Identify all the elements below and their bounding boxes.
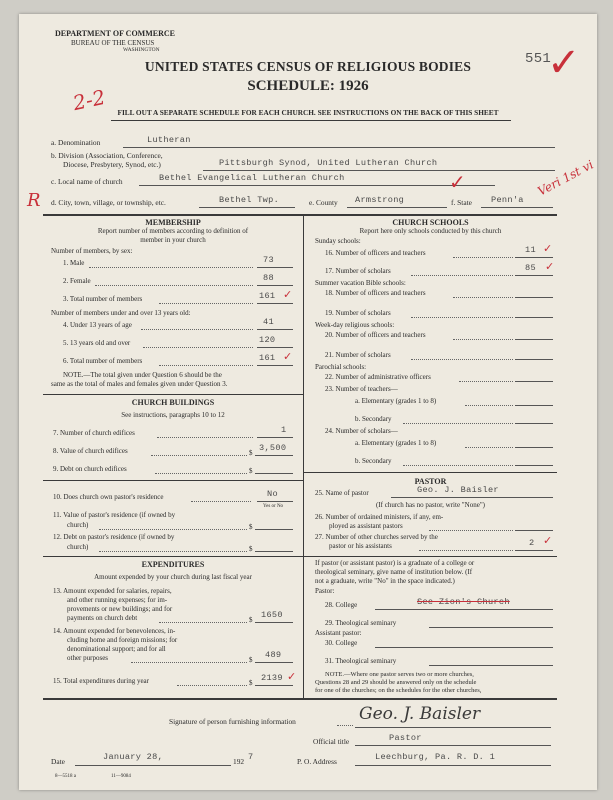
q10-value: No (267, 489, 278, 499)
department-label: DEPARTMENT OF COMMERCE (55, 29, 176, 38)
checkmark-icon: ✓ (545, 260, 555, 273)
q12-label: 12. Debt on pastor's residence (if owned by (53, 533, 175, 541)
q9-label: 9. Debt on church edifices (53, 465, 127, 473)
q26-line2: ployed as assistant pastors (329, 522, 403, 530)
date-value: January 28, (103, 752, 164, 762)
buildings-sub: See instructions, paragraphs 10 to 12 (121, 411, 225, 419)
schedule-number: 551 (525, 51, 552, 67)
q13-line2: and other running expenses; for im- (67, 596, 168, 604)
q4-value: 41 (263, 317, 274, 327)
city-line (199, 207, 295, 208)
q14-line2: cluding home and foreign missions; for (67, 636, 178, 644)
church-name-value: Bethel Evangelical Lutheran Church (159, 173, 345, 183)
q24b-label: b. Secondary (355, 457, 392, 465)
q4-label: 4. Under 13 years of age (63, 321, 132, 329)
q20-label: 20. Number of officers and teachers (325, 331, 426, 339)
q5-label: 5. 13 years old and over (63, 339, 131, 347)
denomination-label: a. Denomination (51, 138, 101, 147)
q1-label: 1. Male (63, 259, 85, 267)
q17-label: 17. Number of scholars (325, 267, 391, 275)
red-annotation: 2-2 (70, 84, 108, 116)
po-address-label: P. O. Address (297, 757, 337, 766)
membership-sub2: member in your church (140, 236, 206, 244)
q25-hint: (If church has no pastor, write "None") (375, 501, 486, 509)
checkmark-icon: ✓ (283, 288, 293, 301)
instructions-line: FILL OUT A SEPARATE SCHEDULE FOR EACH CHURCH. SEE INSTRUCTIONS ON THE BACK OF THIS SHEET (117, 108, 499, 117)
divider (111, 120, 511, 121)
q13-line3: provements or new buildings; and for (67, 605, 173, 613)
q13-line1: 13. Amount expended for salaries, repairs, (53, 587, 172, 595)
q19-label: 19. Number of scholars (325, 309, 391, 317)
year-prefix: 192 (233, 757, 245, 766)
q8-value: 3,500 (259, 443, 287, 453)
red-side-note: Veri 1st vi (535, 157, 596, 199)
schedule-title: SCHEDULE: 1926 (247, 78, 369, 94)
by-sex-label: Number of members, by sex: (51, 247, 133, 255)
q24a-label: a. Elementary (grades 1 to 8) (355, 439, 437, 447)
q3-value: 161 (259, 291, 276, 301)
state-value: Penn'a (491, 195, 524, 205)
membership-heading: MEMBERSHIP (145, 218, 201, 227)
q3-label: 3. Total number of members (63, 295, 143, 303)
dollar-sign: $ (249, 449, 253, 457)
county-line (347, 207, 447, 208)
state-line (481, 207, 553, 208)
q18-label: 18. Number of officers and teachers (325, 289, 426, 297)
q21-label: 21. Number of scholars (325, 351, 391, 359)
dollar-sign: $ (249, 467, 253, 475)
column-divider (303, 214, 304, 698)
official-title-label: Official title (313, 737, 350, 746)
q13-line4: payments on church debt (67, 614, 138, 622)
pastor-note3: for one of the churches; on the schedules for the other churches, (315, 687, 482, 694)
q5-value: 120 (259, 335, 276, 345)
q15-value: 2139 (261, 673, 283, 683)
dollar-sign: $ (249, 656, 253, 664)
weekday-label: Week-day religious schools: (315, 321, 395, 329)
q2-label: 2. Female (63, 277, 91, 285)
schools-heading: CHURCH SCHOOLS (392, 218, 469, 227)
denomination-value: Lutheran (147, 135, 191, 145)
q14-value: 489 (265, 650, 282, 660)
church-name-line (139, 185, 495, 186)
q28-label: 28. College (325, 601, 358, 609)
county-value: Armstrong (355, 195, 405, 205)
q15-label: 15. Total expenditures during year (53, 677, 149, 685)
q11-label-cont: church) (67, 521, 89, 529)
division-value: Pittsburgh Synod, United Lutheran Church (219, 158, 438, 168)
dollar-sign: $ (249, 545, 253, 553)
q25-value: Geo. J. Baisler (417, 485, 499, 495)
q12-label-cont: church) (67, 543, 89, 551)
q2-value: 88 (263, 273, 274, 283)
q28-value: See Zion's Church (417, 597, 510, 607)
assistant-subheading: Assistant pastor: (315, 629, 362, 637)
official-title-value: Pastor (389, 733, 422, 743)
q6-label: 6. Total number of members (63, 357, 143, 365)
q16-value: 11 (525, 245, 536, 255)
q23b-label: b. Secondary (355, 415, 392, 423)
q14-line1: 14. Amount expended for benevolences, in- (53, 627, 176, 635)
q27-line1: 27. Number of other churches served by the (315, 533, 438, 541)
sunday-label: Sunday schools: (315, 237, 361, 245)
checkmark-icon: ✓ (287, 670, 297, 683)
grad-line3: not a graduate, write "No" in the space indicated.) (315, 577, 455, 585)
q14-line4: other purposes (67, 654, 109, 662)
expenditures-heading: EXPENDITURES (141, 560, 205, 569)
po-address-value: Leechburg, Pa. R. D. 1 (375, 752, 496, 762)
dollar-sign: $ (249, 679, 253, 687)
q29-label: 29. Theological seminary (325, 619, 397, 627)
parochial-label: Parochial schools: (315, 363, 367, 371)
bureau-label: BUREAU OF THE CENSUS (71, 39, 155, 47)
q25-label: 25. Name of pastor (315, 489, 369, 497)
q10-hint: Yes or No (263, 504, 284, 509)
under-over-label: Number of members under and over 13 years old: (51, 309, 191, 317)
q17-value: 85 (525, 263, 536, 273)
pastor-note2: Questions 28 and 29 should be answered only on the schedule (315, 679, 477, 686)
church-name-label: c. Local name of church (51, 177, 123, 186)
q13-value: 1650 (261, 610, 283, 620)
city-label: d. City, town, village, or township, etc. (51, 198, 166, 207)
dollar-sign: $ (249, 616, 253, 624)
q27-line2: pastor or his assistants (329, 542, 392, 550)
census-schedule-page (19, 14, 597, 790)
q23a-label: a. Elementary (grades 1 to 8) (355, 397, 437, 405)
q1-value: 73 (263, 255, 274, 265)
q23-label: 23. Number of teachers— (325, 385, 398, 393)
section-border-bottom (43, 698, 557, 700)
buildings-heading: CHURCH BUILDINGS (131, 398, 215, 407)
q30-label: 30. College (325, 639, 358, 647)
grad-line1: If pastor (or assistant pastor) is a graduate of a college or (315, 559, 475, 567)
division-label-cont: Diocese, Presbytery, Synod, etc.) (63, 160, 161, 169)
state-label: f. State (451, 198, 472, 207)
dollar-sign: $ (249, 523, 253, 531)
q22-label: 22. Number of administrative officers (325, 373, 431, 381)
q26-line1: 26. Number of ordained ministers, if any, em- (315, 513, 444, 521)
county-label: e. County (309, 198, 338, 207)
q6-value: 161 (259, 353, 276, 363)
year-value: 7 (248, 752, 254, 762)
q8-label: 8. Value of church edifices (53, 447, 128, 455)
summer-label: Summer vacation Bible schools: (315, 279, 406, 287)
checkmark-icon: ✓ (449, 170, 466, 194)
pastor-note1: NOTE.—Where one pastor serves two or more churches, (325, 671, 474, 678)
q31-label: 31. Theological seminary (325, 657, 397, 665)
schools-sub: Report here only schools conducted by this church (359, 227, 502, 235)
signature-label: Signature of person furnishing information (169, 717, 296, 726)
form-title: UNITED STATES CENSUS OF RELIGIOUS BODIES (144, 59, 472, 74)
q24-label: 24. Number of scholars— (325, 427, 398, 435)
date-label: Date (51, 757, 65, 766)
checkmark-icon: ✓ (543, 534, 553, 547)
checkmark-icon: ✓ (543, 242, 553, 255)
section-border-top (43, 214, 557, 216)
expenditures-sub: Amount expended by your church during last fiscal year (94, 573, 252, 581)
signature: Geo. J. Baisler (359, 704, 481, 724)
q10-label: 10. Does church own pastor's residence (53, 493, 164, 501)
print-code-2: 11—9084 (111, 774, 131, 779)
print-code-1: 8—5518 a (55, 774, 76, 779)
denomination-line (123, 147, 555, 148)
pastor-subheading: Pastor: (315, 587, 335, 595)
membership-note2: same as the total of males and females given under Question 3. (51, 380, 228, 388)
checkmark-icon: ✓ (283, 350, 293, 363)
division-line (203, 170, 555, 171)
pastor-heading: PASTOR (414, 477, 447, 486)
q14-line3: denominational support; and for all (67, 645, 166, 653)
checkmark-icon: ✓ (547, 40, 581, 86)
membership-sub1: Report number of members according to definition of (97, 227, 249, 235)
membership-note1: NOTE.—The total given under Question 6 should be the (63, 371, 222, 379)
q11-label: 11. Value of pastor's residence (if owned by (53, 511, 176, 519)
city-label: WASHINGTON (123, 47, 160, 53)
q7-value: 1 (281, 425, 287, 435)
city-value: Bethel Twp. (219, 195, 280, 205)
q7-label: 7. Number of church edifices (53, 429, 135, 437)
q27-value: 2 (529, 538, 535, 548)
division-label: b. Division (Association, Conference, (51, 151, 163, 160)
red-r-mark: R (27, 190, 41, 211)
grad-line2: theological seminary, give name of institution below. (If (315, 568, 473, 576)
q16-label: 16. Number of officers and teachers (325, 249, 426, 257)
